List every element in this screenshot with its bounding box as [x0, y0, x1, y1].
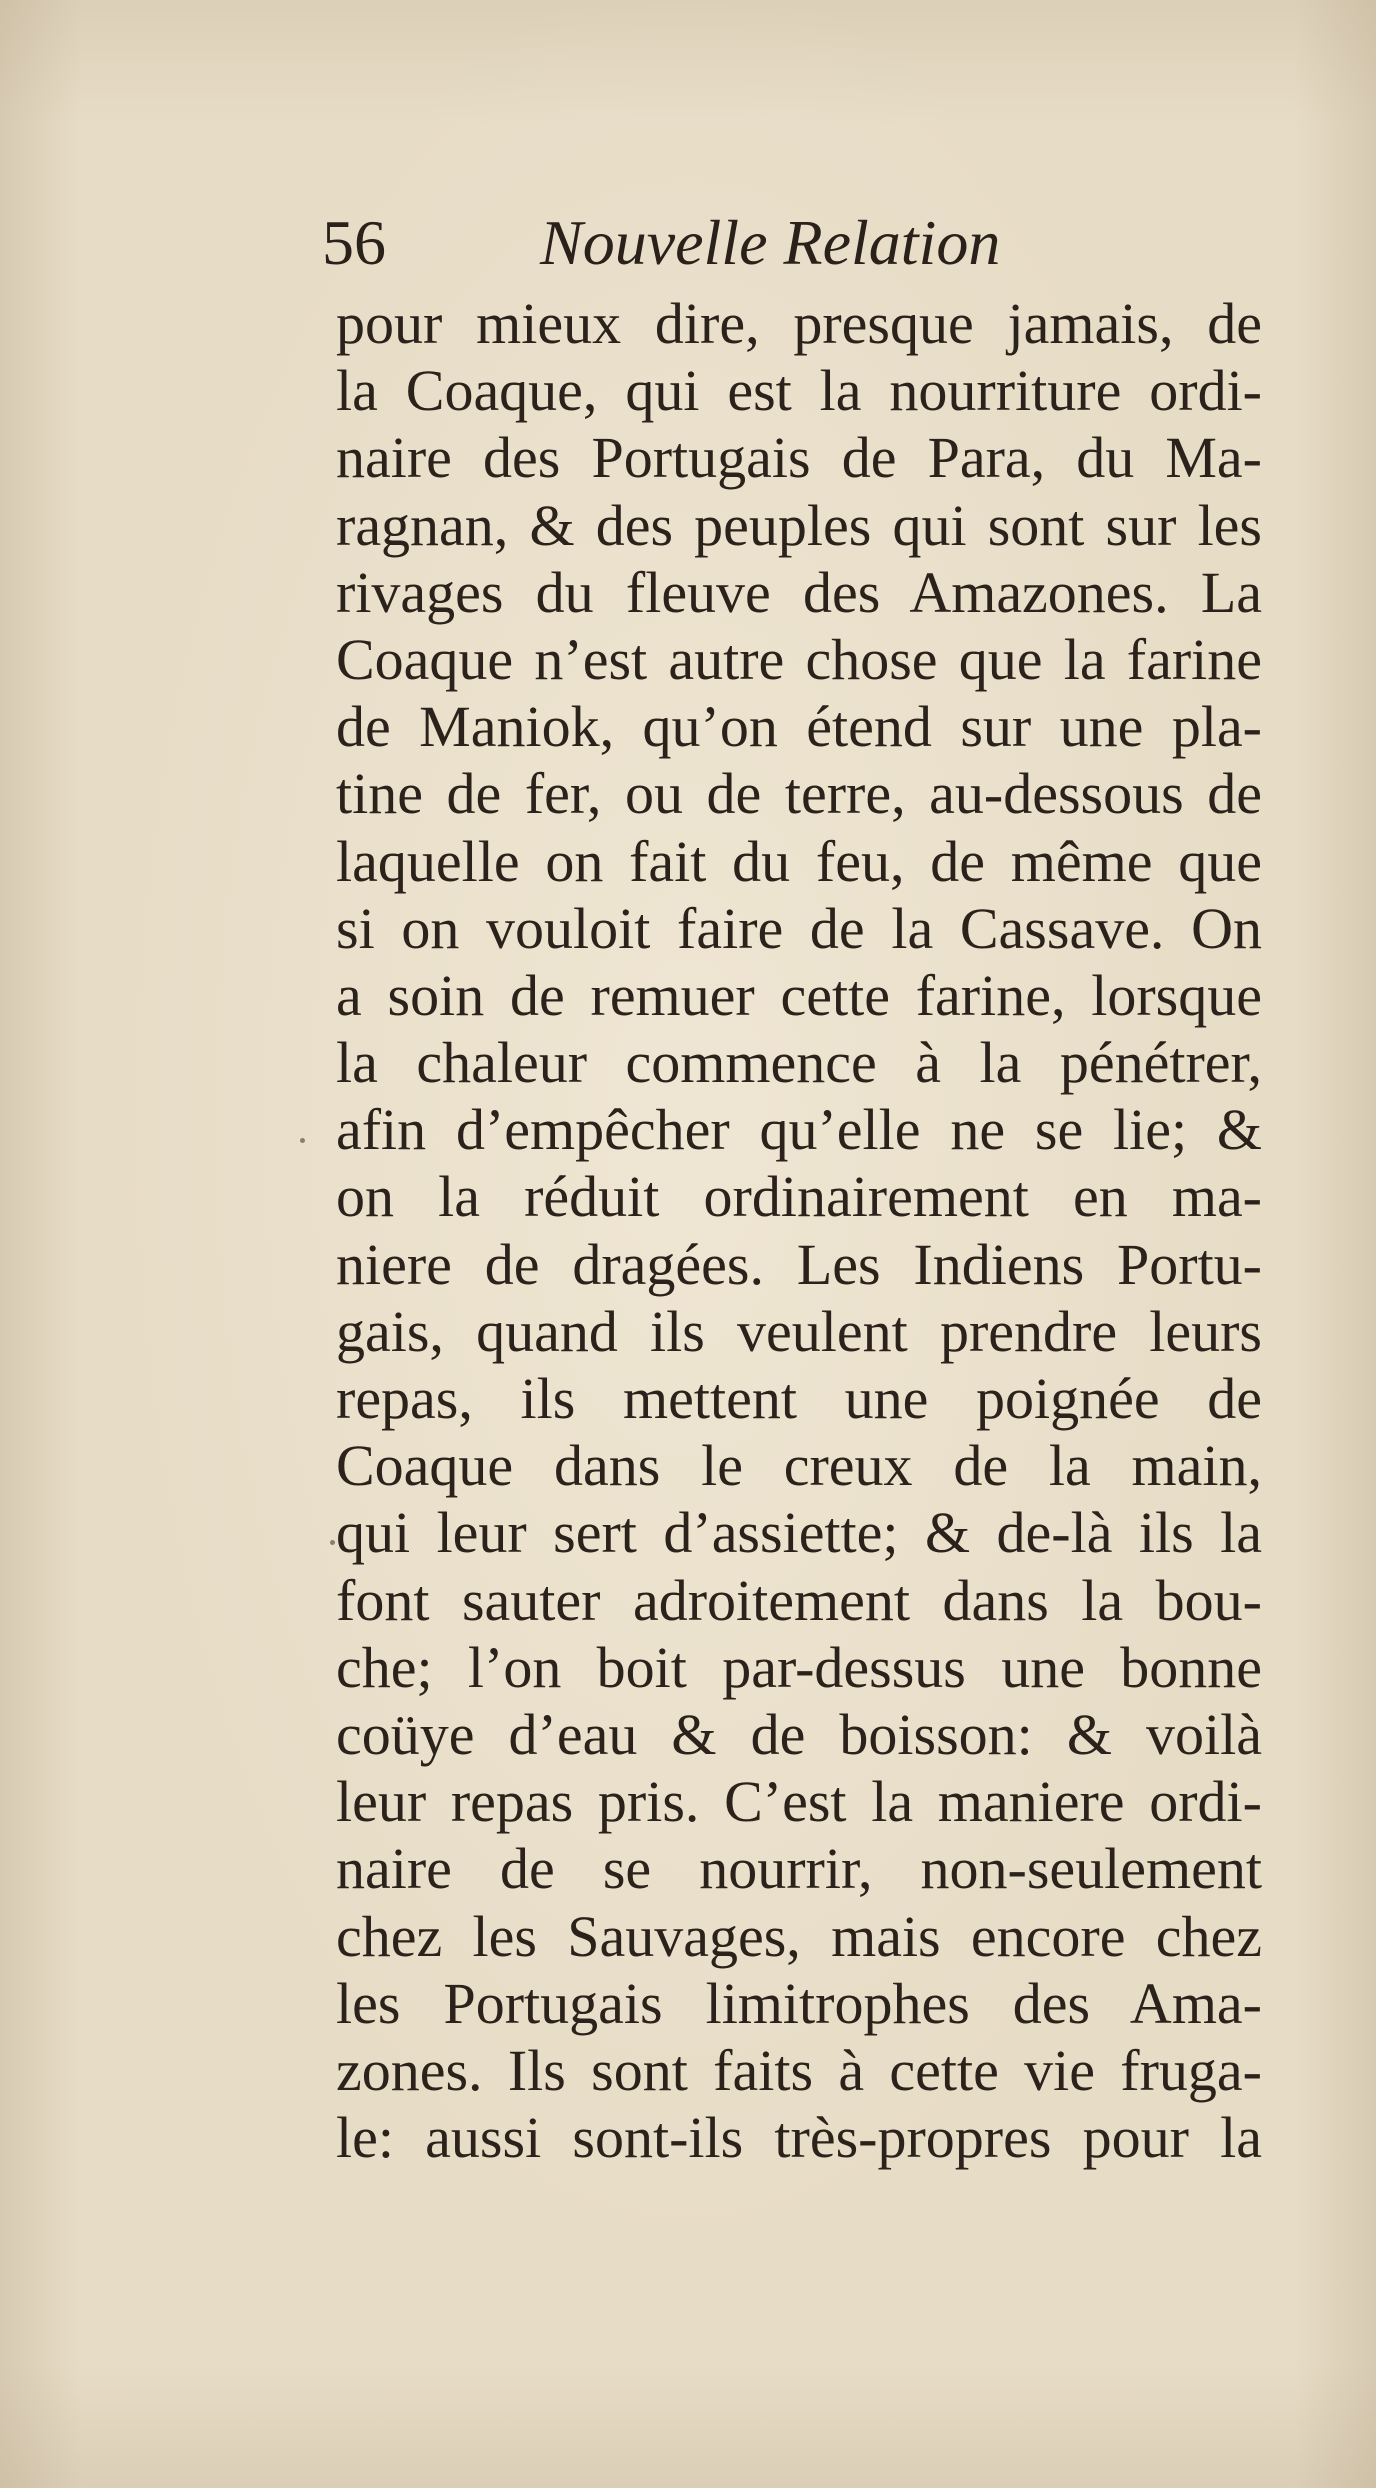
- text-line: naire de se nourrir, non-seulement: [336, 1836, 1262, 1902]
- text-line: pour mieux dire, presque jamais, de: [336, 291, 1262, 356]
- body-text: [336, 290, 1262, 2171]
- text-line: gais, quand ils veulent prendre leurs: [336, 1298, 1262, 1364]
- text-line: coüye d’eau & de boisson: & voilà: [336, 1701, 1262, 1767]
- text-line: afin d’empêcher qu’elle ne se lie; &: [336, 1097, 1262, 1163]
- running-head: [322, 198, 1282, 288]
- ink-speck: [330, 1540, 335, 1545]
- text-line: on la réduit ordinairement en ma-: [336, 1164, 1262, 1230]
- text-line: les Portugais limitrophes des Ama-: [336, 1970, 1262, 2036]
- text-line: zones. Ils sont faits à cette vie fruga-: [336, 2037, 1262, 2103]
- text-line: si on vouloit faire de la Cassave. On: [336, 895, 1262, 961]
- text-line: chez les Sauvages, mais encore chez: [336, 1903, 1262, 1969]
- text-line: Coaque dans le creux de la main,: [336, 1433, 1262, 1499]
- text-line: le: aussi sont-ils très-propres pour la: [336, 2105, 1262, 2171]
- text-line: qui leur sert d’assiette; & de-là ils la: [336, 1500, 1262, 1566]
- text-line: che; l’on boit par-dessus une bonne: [336, 1634, 1262, 1700]
- ink-speck: [300, 1138, 305, 1143]
- text-line: a soin de remuer cette farine, lorsque: [336, 962, 1262, 1028]
- text-line: tine de fer, ou de terre, au-dessous de: [336, 761, 1262, 827]
- text-line: laquelle on fait du feu, de même que: [336, 828, 1262, 894]
- text-line: ragnan, & des peuples qui sont sur les: [336, 492, 1262, 558]
- text-line: niere de dragées. Les Indiens Portu-: [336, 1231, 1262, 1297]
- text-line: rivages du fleuve des Amazones. La: [336, 559, 1262, 625]
- running-title: Nouvelle Relation: [540, 207, 1001, 278]
- text-line: la Coaque, qui est la nourriture ordi-: [336, 358, 1262, 424]
- text-line: Coaque n’est autre chose que la farine: [336, 626, 1262, 692]
- text-line: leur repas pris. C’est la maniere ordi-: [336, 1769, 1262, 1835]
- text-line: repas, ils mettent une poignée de: [336, 1366, 1262, 1431]
- page-number: 56: [322, 207, 386, 278]
- text-line: naire des Portugais de Para, du Ma-: [336, 425, 1262, 491]
- text-line: la chaleur commence à la pénétrer,: [336, 1030, 1262, 1096]
- text-line: font sauter adroitement dans la bou-: [336, 1567, 1262, 1633]
- text-line: de Maniok, qu’on étend sur une pla-: [336, 694, 1262, 760]
